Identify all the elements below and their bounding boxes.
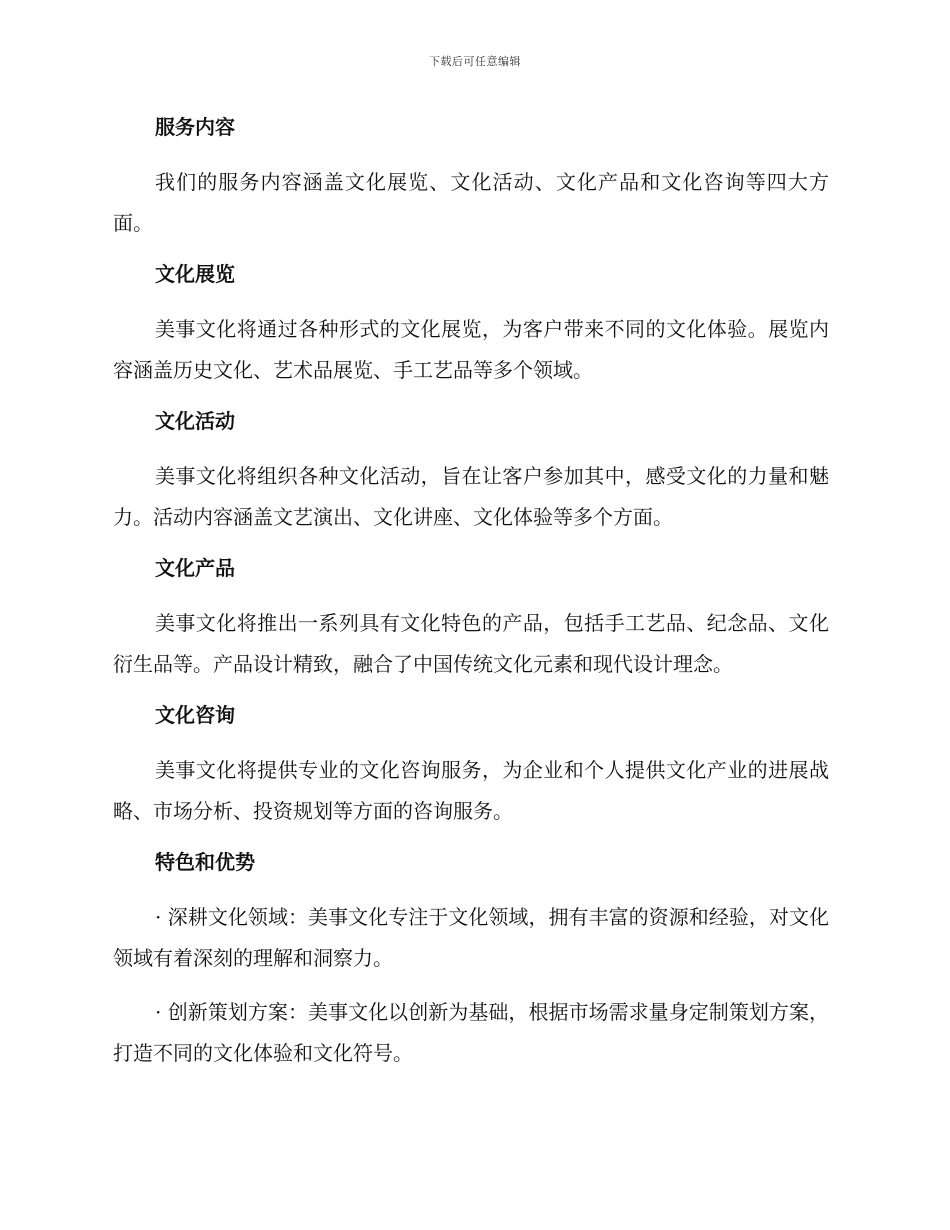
- section-heading-activities: 文化活动: [155, 409, 235, 433]
- advantage-bullet-item: · 深耕文化领域：美事文化专注于文化领域，拥有丰富的资源和经验，对文化领域有着深刻的理解和洞察力。: [113, 905, 829, 970]
- section-heading-exhibition: 文化展览: [155, 262, 235, 286]
- section-paragraph-activities: 美事文化将组织各种文化活动，旨在让客户参加其中，感受文化的力量和魅力。活动内容涵盖文艺演出、文化讲座、文化体验等多个方面。: [113, 464, 829, 529]
- section-paragraph-consulting: 美事文化将提供专业的文化咨询服务，为企业和个人提供文化产业的进展战略、市场分析、投资规划等方面的咨询服务。: [113, 758, 829, 823]
- section-paragraph-products: 美事文化将推出一系列具有文化特色的产品，包括手工艺品、纪念品、文化衍生品等。产品设计精致，融合了中国传统文化元素和现代设计理念。: [113, 611, 829, 676]
- section-heading-products: 文化产品: [155, 556, 235, 580]
- section-paragraph-exhibition: 美事文化将通过各种形式的文化展览，为客户带来不同的文化体验。展览内容涵盖历史文化、艺术品展览、手工艺品等多个领域。: [113, 317, 829, 382]
- page-header: 下载后可任意编辑: [429, 55, 521, 68]
- advantage-bullet-item: · 创新策划方案：美事文化以创新为基础，根据市场需求量身定制策划方案，打造不同的文化体验和文化符号。: [113, 1000, 829, 1065]
- section-paragraph-service-content: 我们的服务内容涵盖文化展览、文化活动、文化产品和文化咨询等四大方面。: [113, 170, 829, 235]
- section-heading-consulting: 文化咨询: [155, 703, 235, 727]
- section-heading-service-content: 服务内容: [155, 115, 235, 139]
- document-body: [113, 110, 829, 1074]
- section-heading-advantages: 特色和优势: [155, 850, 255, 874]
